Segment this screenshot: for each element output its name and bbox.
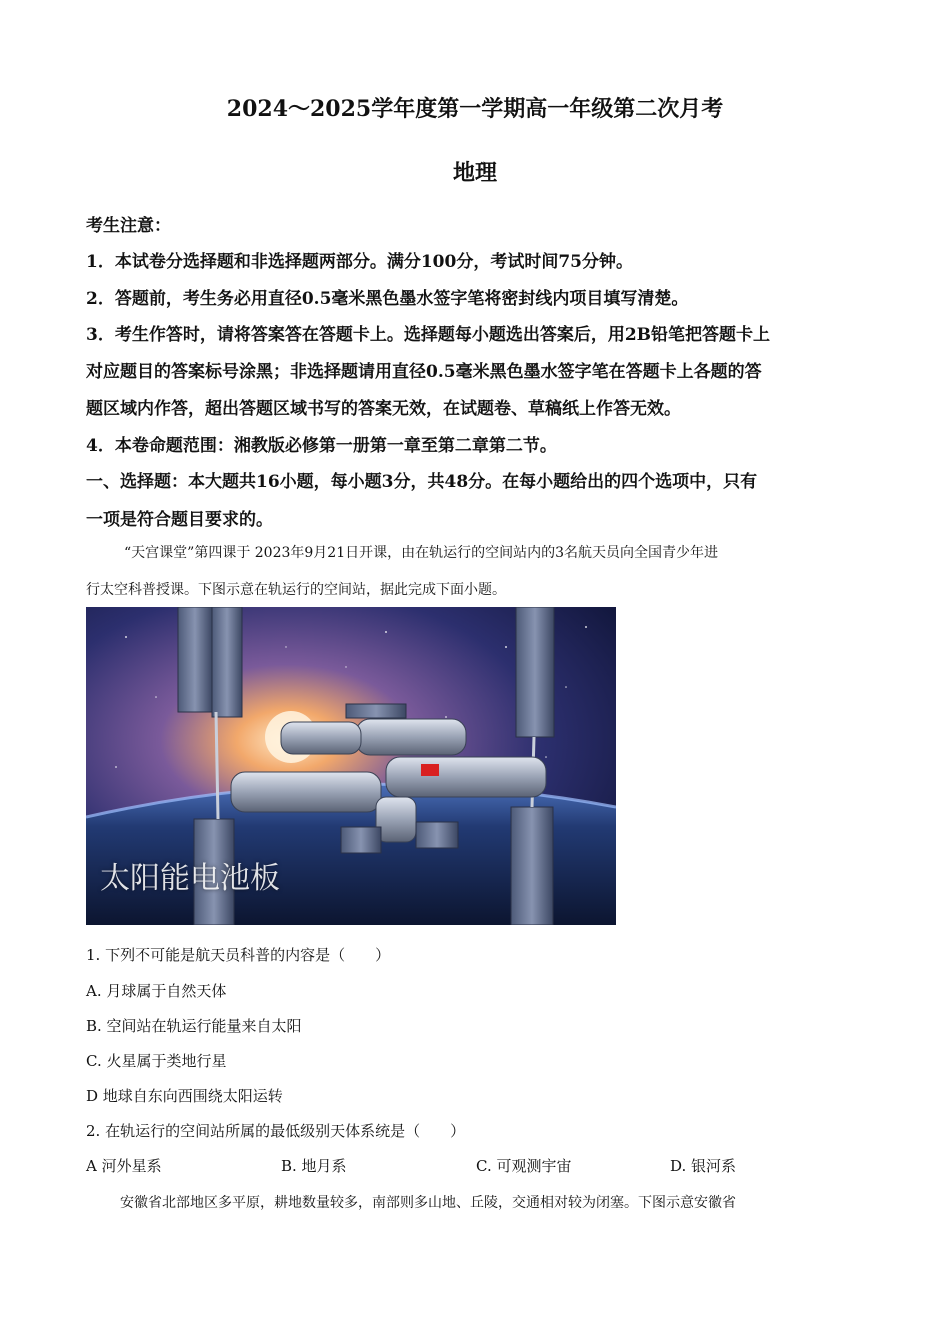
passage-text: 行太空科普授课。下图示意在轨运行的空间站，据此完成下面小题。	[86, 582, 506, 598]
notice-item: 4．本卷命题范围：湘教版必修第一册第一章至第二章第二节。	[86, 436, 557, 456]
option-b: B. 空间站在轨运行能量来自太阳	[86, 1017, 302, 1035]
option-a: A 河外星系	[86, 1157, 162, 1175]
solar-panel-label: 太阳能电池板	[100, 861, 280, 896]
section-heading-cont: 一项是符合题目要求的。	[86, 510, 273, 530]
space-station-image	[86, 607, 616, 925]
notice-item: 题区域内作答，超出答题区域书写的答案无效，在试题卷、草稿纸上作答无效。	[86, 399, 681, 419]
option-d: D. 银河系	[670, 1157, 737, 1175]
subject-title: 地理	[452, 160, 497, 186]
notice-item: 对应题目的答案标号涂黑；非选择题请用直径0.5毫米黑色墨水签字笔在答题卡上各题的答	[86, 362, 762, 382]
option-a: A. 月球属于自然天体	[86, 982, 227, 1000]
notice-heading: 考生注意：	[86, 216, 171, 236]
notice-item: 1．本试卷分选择题和非选择题两部分。满分100分，考试时间75分钟。	[86, 252, 633, 272]
passage-text: “天宫课堂”第四课于 2023年9月21日开课，由在轨运行的空间站内的3名航天员向全国青少年进	[124, 545, 719, 561]
exam-title: 2024～2025学年度第一学期高一年级第二次月考	[226, 96, 724, 122]
option-d: D 地球自东向西围绕太阳运转	[86, 1087, 283, 1105]
option-c: C. 可观测宇宙	[476, 1157, 572, 1175]
option-b: B. 地月系	[281, 1157, 347, 1175]
notice-item: 3．考生作答时，请将答案答在答题卡上。选择题每小题选出答案后，用2B铅笔把答题卡上	[86, 325, 771, 345]
question-stem: 1. 下列不可能是航天员科普的内容是（ ）	[86, 946, 391, 964]
passage-text: 安徽省北部地区多平原，耕地数量较多，南部则多山地、丘陵，交通相对较为闭塞。下图示意安徽省	[120, 1195, 736, 1211]
option-c: C. 火星属于类地行星	[86, 1052, 227, 1070]
notice-item: 2．答题前，考生务必用直径0.5毫米黑色墨水签字笔将密封线内项目填写清楚。	[86, 289, 689, 309]
section-heading: 一、选择题：本大题共16小题，每小题3分，共48分。在每小题给出的四个选项中，只有	[86, 472, 758, 492]
question-stem: 2. 在轨运行的空间站所属的最低级别天体系统是（ ）	[86, 1122, 466, 1140]
